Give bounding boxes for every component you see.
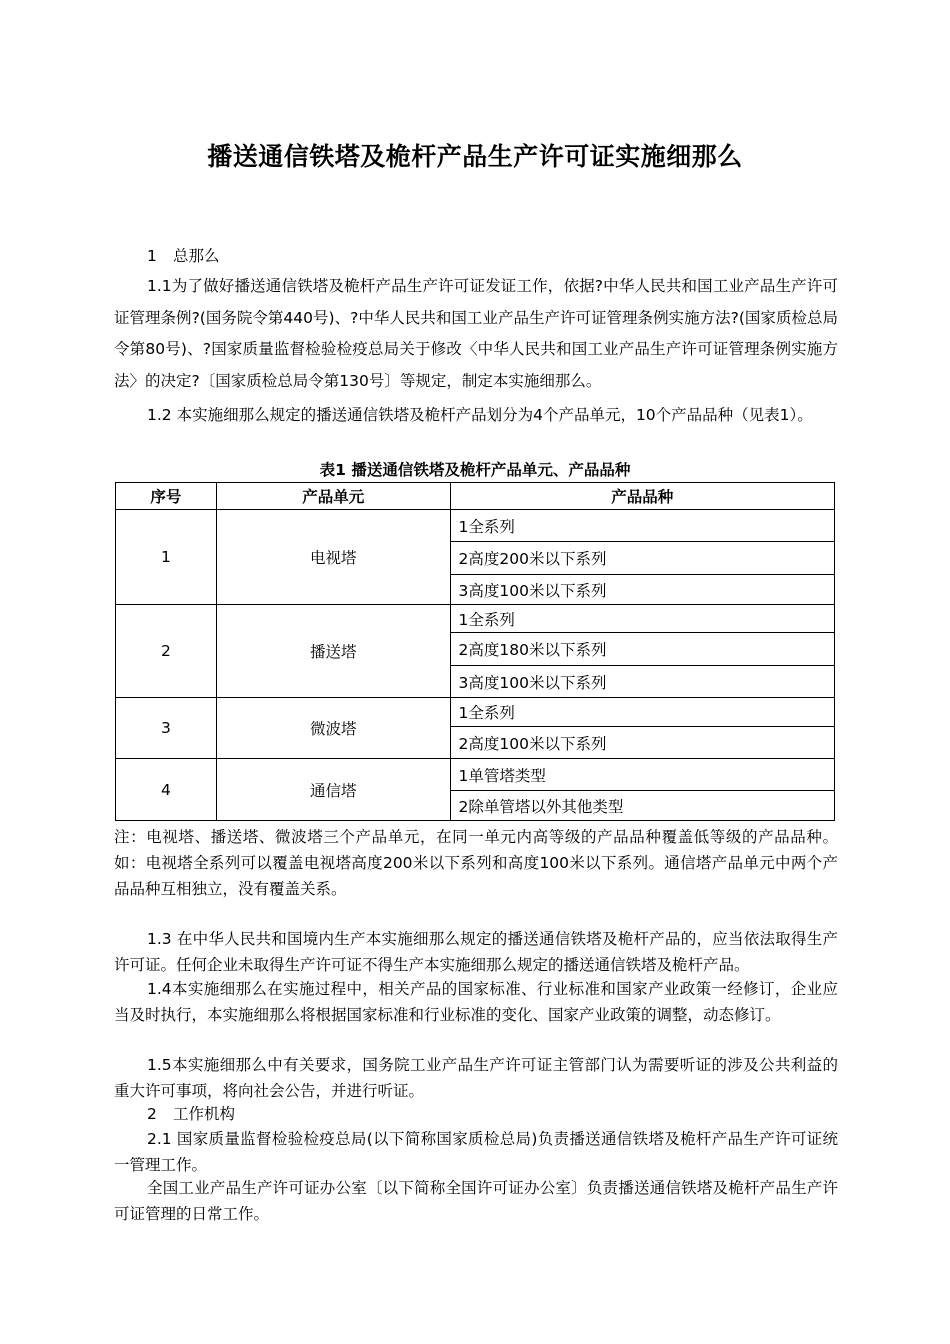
paragraph-2-1b: 全国工业产品生产许可证办公室〔以下简称全国许可证办公室〕负责播送通信铁塔及桅杆产品生产许可证管理的日常工作。: [114, 1179, 838, 1223]
row-no: 3: [116, 698, 217, 759]
section-1-title: 总那么: [173, 247, 220, 265]
table-row: [116, 759, 835, 791]
section-1-heading: [147, 243, 220, 269]
table-note: 注：电视塔、播送塔、微波塔三个产品单元，在同一单元内高等级的产品品种覆盖低等级的产品品种。如：电视塔全系列可以覆盖电视塔高度200米以下系列和高度100米以下系列。通信塔产品单元中两个产品品种互相独立，没有覆盖关系。: [114, 828, 838, 898]
header-variety: 产品品种: [450, 483, 834, 510]
row-no: 2: [116, 605, 217, 698]
row-unit: 通信塔: [216, 759, 450, 821]
row-variety: 2高度100米以下系列: [450, 727, 834, 759]
table-row: [116, 510, 835, 542]
row-variety: 1全系列: [450, 605, 834, 633]
document-title: 播送通信铁塔及桅杆产品生产许可证实施细那么: [207, 142, 743, 171]
row-variety: 2高度180米以下系列: [450, 633, 834, 666]
paragraph-1-2: 1.2 本实施细那么规定的播送通信铁塔及桅杆产品划分为4个产品单元，10个产品品种（见表1）。: [147, 406, 813, 424]
header-no: 序号: [116, 483, 217, 510]
row-variety: 2除单管塔以外其他类型: [450, 791, 834, 821]
paragraph-1-3: 1.3 在中华人民共和国境内生产本实施细那么规定的播送通信铁塔及桅杆产品的，应当依法取得生产许可证。任何企业未取得生产许可证不得生产本实施细那么规定的播送通信铁塔及桅杆产品。: [114, 930, 838, 974]
row-variety: 2高度200米以下系列: [450, 542, 834, 575]
table-caption: 表1 播送通信铁塔及桅杆产品单元、产品品种: [319, 461, 631, 479]
row-unit: 微波塔: [216, 698, 450, 759]
row-variety: 1全系列: [450, 698, 834, 727]
paragraph-2-1: 2.1 国家质量监督检验检疫总局(以下简称国家质检总局)负责播送通信铁塔及桅杆产品生产许可证统一管理工作。: [114, 1130, 838, 1174]
row-no: 1: [116, 510, 217, 605]
section-2-heading: [147, 1101, 235, 1127]
table-row: [116, 698, 835, 727]
row-unit: 播送塔: [216, 605, 450, 698]
section-1-number: 1: [147, 247, 157, 265]
row-variety: 3高度100米以下系列: [450, 666, 834, 698]
row-unit: 电视塔: [216, 510, 450, 605]
table-row: [116, 605, 835, 633]
section-2-title: 工作机构: [173, 1105, 236, 1123]
section-2-number: 2: [147, 1105, 157, 1123]
row-variety: 1单管塔类型: [450, 759, 834, 791]
product-units-table: [115, 482, 835, 821]
paragraph-1-5: 1.5本实施细那么中有关要求，国务院工业产品生产许可证主管部门认为需要听证的涉及公共利益的重大许可事项，将向社会公告，并进行听证。: [114, 1056, 838, 1100]
row-variety: 1全系列: [450, 510, 834, 542]
row-variety: 3高度100米以下系列: [450, 575, 834, 605]
paragraph-1-4: 1.4本实施细那么在实施过程中，相关产品的国家标准、行业标准和国家产业政策一经修订，企业应当及时执行，本实施细那么将根据国家标准和行业标准的变化、国家产业政策的调整，动态修订。: [114, 980, 838, 1024]
table-header-row: [116, 483, 835, 510]
paragraph-1-1: 1.1为了做好播送通信铁塔及桅杆产品生产许可证发证工作，依据?中华人民共和国工业产品生产许可证管理条例?(国务院令第440号)、?中华人民共和国工业产品生产许可证管理条例实施方法?(国家质检总局令第80号)、?国家质量监督检验检疫总局关于修改〈中华人民共和国工业产品生产许可证管理条例实施方法〉的决定?〔国家质检总局令第130号〕等规定，制定本实施细那么。: [114, 277, 838, 390]
row-no: 4: [116, 759, 217, 821]
header-unit: 产品单元: [216, 483, 450, 510]
